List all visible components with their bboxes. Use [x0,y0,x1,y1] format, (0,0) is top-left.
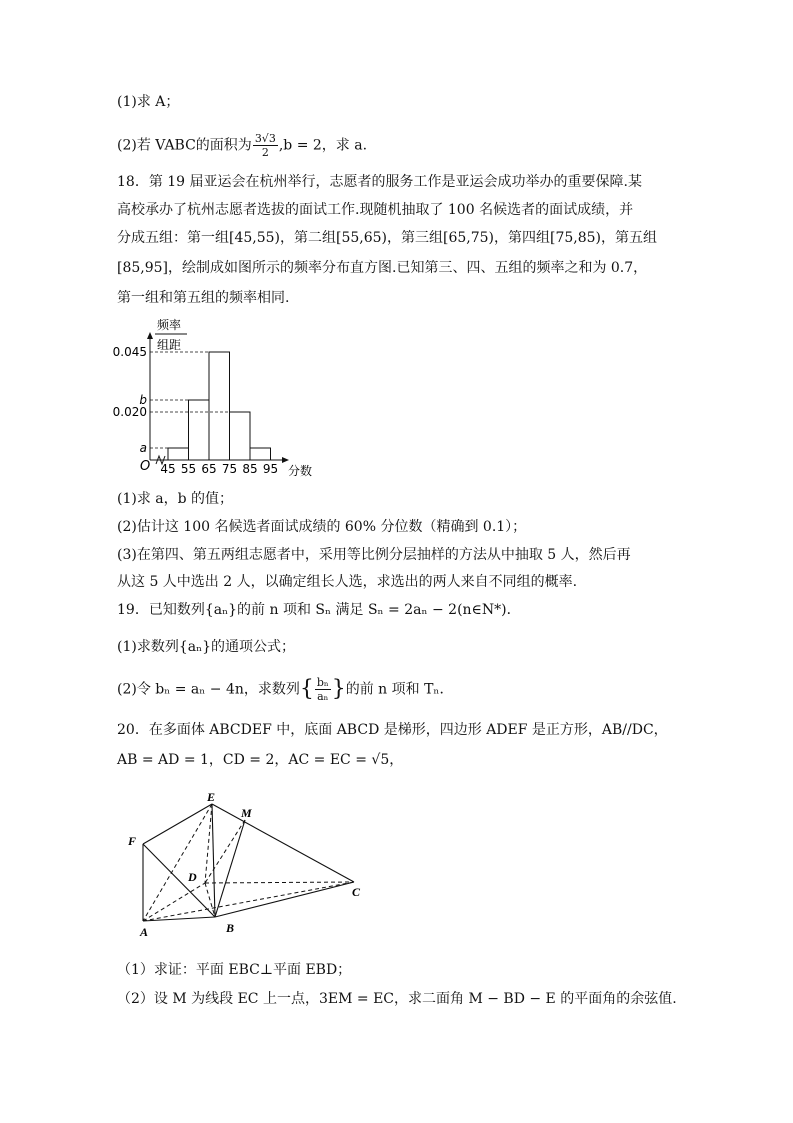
edge-BC [215,882,354,917]
y-tick-label: 0.020 [112,405,147,419]
histogram-bar [189,400,210,460]
edge-FB [143,844,215,917]
hidden-edge-DC [205,882,354,883]
q19-sub1: (1)求数列{aₙ}的通项公式； [117,639,296,655]
q19-frac-num: bₙ [316,676,329,689]
q18-sub2: (2)估计这 100 名候选者面试成绩的 60% 分位数（精确到 0.1）； [117,519,527,535]
frequency-histogram [110,315,330,485]
q20-line1: 20．在多面体 ABCDEF 中，底面 ABCD 是梯形，四边形 ADEF 是正方形，AB//DC， [117,722,668,738]
q18-line2: 高校承办了杭州志愿者选拔的面试工作.现随机抽取了 100 名候选者的面试成绩，并 [117,202,634,218]
x-tick-label: 55 [180,462,197,476]
vertex-label-F: F [128,834,137,848]
q17-part2-text-b: ,b = 2，求 a. [278,137,368,154]
y-axis-arrow [147,332,153,339]
histogram-bar [168,448,189,460]
x-tick-label: 75 [221,462,238,476]
q17-part2 [117,132,367,159]
q17-part2-text-a: (2)若 VABC的面积为 [117,137,252,154]
hidden-edge-MD [205,820,245,883]
x-tick-label: 65 [201,462,217,476]
edge-EC [212,804,354,882]
q17-fraction [253,132,278,159]
q18-line1: 18．第 19 届亚运会在杭州举行，志愿者的服务工作是亚运会成功举办的重要保障.某 [117,174,642,190]
q17-part1: (1)求 A； [117,94,180,110]
q19-sub2 [117,676,453,703]
y-tick-label: b [139,393,147,407]
vertex-label-C: C [352,885,361,899]
q20-sub2: （2）设 M 为线段 EC 上一点，3EM = EC，求二面角 M − BD − E 的平面角的余弦值. [117,991,677,1007]
hidden-edge-ED [205,804,212,883]
edge-MB [215,820,245,917]
brace-left: { [299,676,314,702]
q19-frac-den: aₙ [317,690,329,703]
q20-sub1: （1）求证：平面 EBC⊥平面 EBD； [117,962,352,978]
histogram-bar [250,448,271,460]
x-tick-label: 95 [262,462,279,476]
histogram-bar [209,352,230,460]
q18-sub3-line1: (3)在第四、第五两组志愿者中，采用等比例分层抽样的方法从中抽取 5 人，然后再 [117,547,631,563]
q18-line5: 第一组和第五组的频率相同. [117,290,290,306]
y-tick-label: a [139,441,147,455]
q20-line2: AB = AD = 1，CD = 2，AC = EC = √5， [117,752,404,768]
vertex-label-A: A [140,925,149,939]
polyhedron-figure [118,785,378,945]
y-tick-label: 0.045 [112,345,147,359]
q18-sub1: (1)求 a，b 的值； [117,491,234,507]
vertex-label-M: M [241,806,252,820]
x-tick-label: 45 [160,462,176,476]
vertex-label-E: E [207,790,216,804]
q18-line3: 分成五组：第一组[45,55)，第二组[55,65)，第三组[65,75)，第四组[75,85)，第五组 [117,230,658,246]
q19-line1: 19．已知数列{aₙ}的前 n 项和 Sₙ 满足 Sₙ = 2aₙ − 2(n∈N*)． [117,602,521,618]
ylabel-bottom: 组距 [157,338,182,352]
x-axis-label: 分数 [288,464,313,478]
histogram-bar [230,412,251,460]
q19-sub2-text-a: (2)令 bₙ = aₙ − 4n，求数列 [117,681,300,698]
q17-frac-num: 3√3 [254,132,276,145]
edge-FE [143,804,212,844]
vertex-label-D: D [188,870,197,884]
x-tick-label: 85 [242,462,258,476]
origin-label: O [140,459,151,474]
brace-right: } [331,676,346,702]
q19-sub2-text-b: 的前 n 项和 Tₙ． [345,681,454,698]
q18-line4: [85,95]，绘制成如图所示的频率分布直方图.已知第三、四、五组的频率之和为 0.7， [117,260,648,276]
x-axis-arrow [282,457,289,463]
ylabel-top: 频率 [157,318,182,332]
q18-sub3-line2: 从这 5 人中选出 2 人，以确定组长人选，求选出的两人来自不同组的概率. [117,574,578,590]
edge-EB [212,804,215,917]
q19-fraction [315,676,331,703]
vertex-label-B: B [226,921,235,935]
q17-frac-den: 2 [261,146,269,159]
histogram-layer [113,332,312,478]
